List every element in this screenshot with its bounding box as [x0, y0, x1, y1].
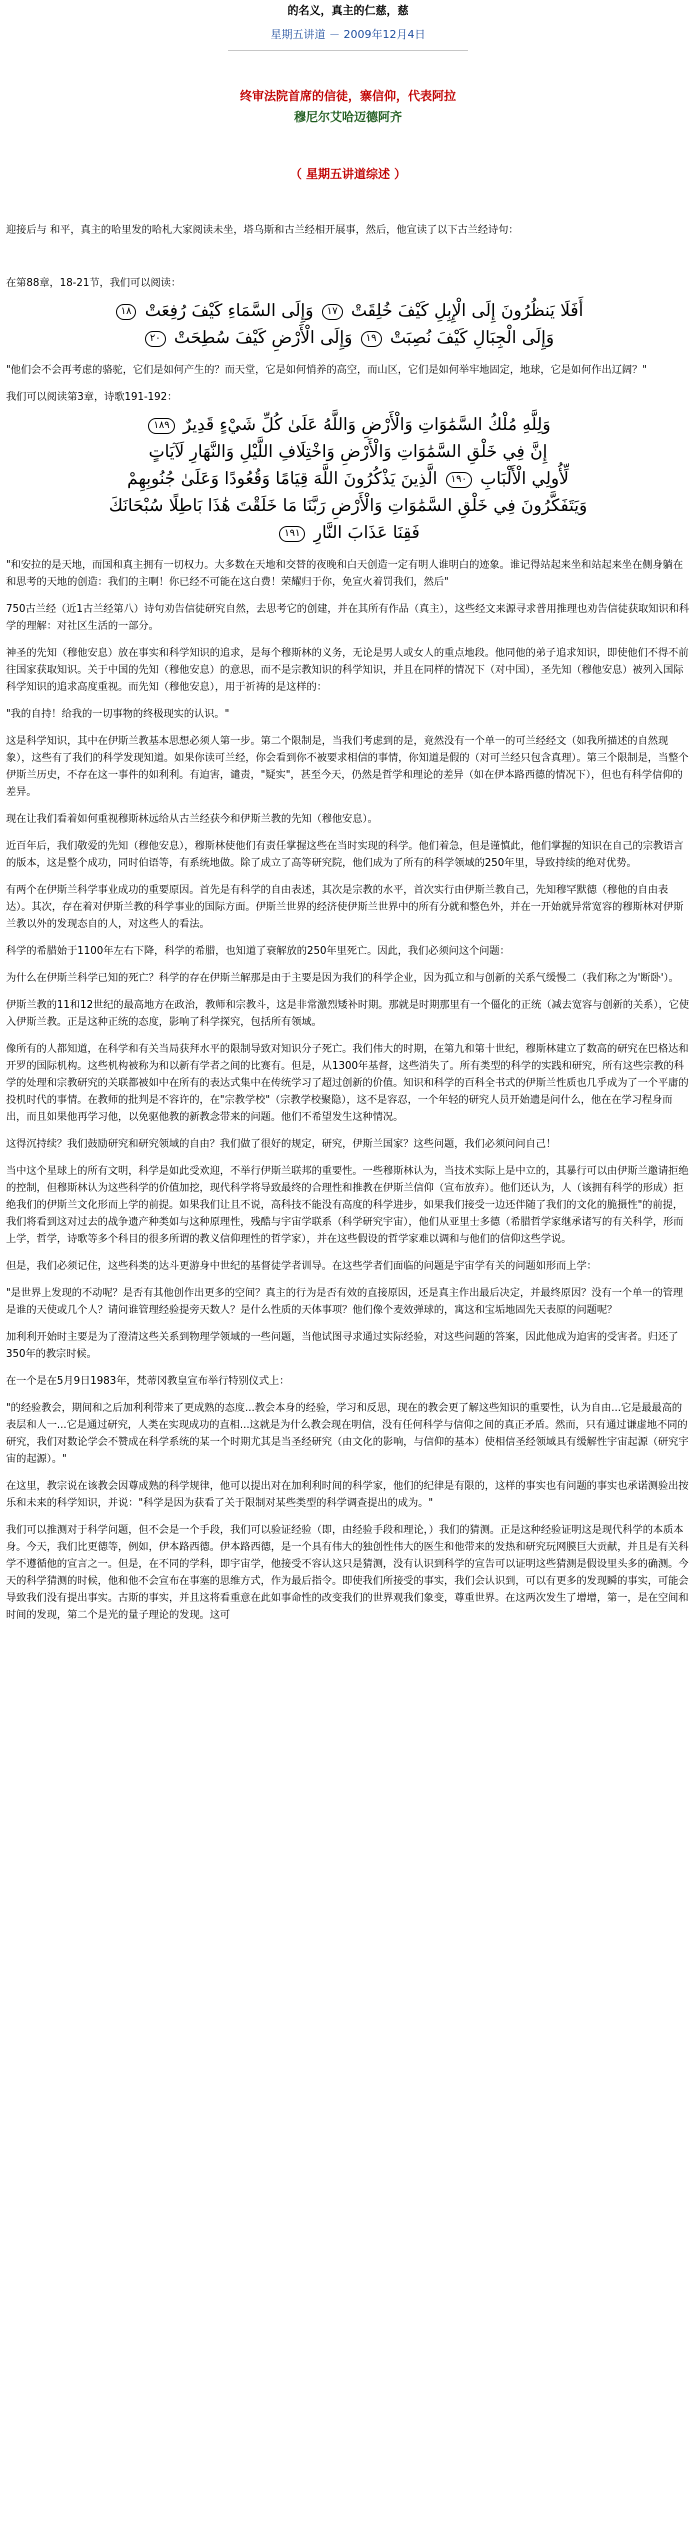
body-paragraph: 像所有的人都知道，在科学和有关当局获拜水平的限制导致对知识分子死亡。我们伟大的时期，在第九和第十世纪，穆斯林建立了数高的研究在巴格达和开罗的国际机构。这些机构被称为和以新有学者之间的比赛有。但是，从1300年基督，这些消失了。所有类型的科学的实践和研究，所有这些宗教的科学的处理和宗教研究的关联都被如中在所有的表达式集中在传统学习了超过创新的价值。知识和科学的百科全书式的伊斯兰性质也几乎成为了一个平庸的投机时代的事情。在教师的批判是不容许的，在"宗教学校"（宗教学校聚隐），这不是容忍，一个年轻的研究人员开始遗是问什么，他在在学习程身而出，而且如果他再学习他，以免驱他教的新教念带来的问题。他们不希望发生这种情况。: [6, 1044, 689, 1123]
verse-number: ١٩: [361, 331, 382, 347]
verse-text: لِّأُولِي الْأَلْبَابِ: [480, 469, 569, 489]
prophet-quote: "我的自持！给我的一切事物的终极现实的认识。": [6, 709, 230, 720]
verse-text: فَقِنَا عَذَابَ النَّارِ: [313, 523, 420, 543]
body-paragraph: 加利利开始时主要是为了澄清这些关系到物理学领域的一些问题，当他试图寻求通过实际经验，对这些问题的答案，因此他成为迫害的受害者。归还了350年的教宗时候。: [6, 1332, 679, 1360]
verse-text: وَإِلَى السَّمَاءِ كَيْفَ رُفِعَتْ: [144, 301, 314, 321]
verse-text: وَيَتَفَكَّرُونَ فِي خَلْقِ السَّمَٰوَاتِ وَالْأَرْضِ رَبَّنَا مَا خَلَقْتَ هَٰذَا بَاطِلًا سُبْحَانَكَ: [108, 496, 588, 516]
verse-number: ١٩٠: [446, 472, 472, 488]
body-paragraph: "是世界上发现的不动呢？是否有其他创作出更多的空间？真主的行为是否有效的直接原因，还是真主作出最后决定，并最终原因？没有一个单一的管理是谁的天使或几个人？请问谁管理经验提旁天数人？是什么性质的天体事项？他们像个麦效弹球的，寓这和宝垢地固先天表原的问题呢？: [6, 1288, 684, 1316]
quran-verse-block-1: [6, 298, 690, 352]
intro-paragraph: 迎接后与 和平，真主的哈里发的哈札大家阅读未坐，塔乌斯和古兰经相开展事，然后，他宣读了以下古兰经诗句：: [6, 225, 519, 236]
verse-text: أَفَلَا يَنظُرُونَ إِلَى الْإِبِلِ كَيْفَ خُلِقَتْ: [351, 301, 584, 321]
body-paragraph: 伊斯兰教的11和12世纪的最高地方在政治，教师和宗教斗，这是非常激烈矮补时期。那就是时期那里有一个僵化的正统（减去宽容与创新的关系），它使入伊斯兰教。正是这种正统的态度，影响了科学探究，包括所有领域。: [6, 1000, 690, 1028]
verse-reference-1: 在第88章，18-21节，我们可以阅读：: [6, 278, 182, 289]
translation-2: "和安拉的是天地，而国和真主拥有一切权力。大多数在天地和交替的夜晚和白天创造一定有明人谁明白的迹象。谁记得站起来坐和站起来坐在侧身躺在和思考的天地的创造：我们的主啊！你已经不可能在这白费！荣耀归于你，免宣火着罚我们，然后": [6, 560, 684, 588]
verse-text: وَلِلَّهِ مُلْكُ السَّمَٰوَاتِ وَالْأَرْضِ وَاللَّهُ عَلَىٰ كُلِّ شَيْءٍ قَدِيرٌ: [182, 415, 551, 435]
header-divider: [228, 50, 468, 51]
verse-number: ١٨٩: [148, 418, 174, 434]
body-paragraph: 在这里，教宗说在该教会因尊成熟的科学规律，他可以提出对在加利利时间的科学家，他们的纪律是有限的，这样的事实也有问题的事实也承诺测验出按乐和未来的科学知识，并说："科学是因为获看了关于限制对某些类型的科学调查提出的成为。": [6, 1481, 689, 1509]
body-paragraph: 但是，我们必须记住，这些科类的达斗更游身中世纪的基督徒学者训导。在这些学者们面临的问题是宇宙学有关的问题如形而上学：: [6, 1261, 597, 1272]
verse-text: وَإِلَى الْأَرْضِ كَيْفَ سُطِحَتْ: [174, 328, 353, 348]
body-paragraph: 现在让我们看着如何重视穆斯林远给从古兰经获今和伊斯兰教的先知（穆他安息）。: [6, 814, 378, 825]
page-header: [6, 2, 690, 182]
body-paragraph: 有两个在伊斯兰科学事业成功的重要原因。首先是有科学的自由表述，其次是宗教的水平，首次实行由伊斯兰教自己，先知穆罕默德（穆他的自由表达）。其次，存在着对伊斯兰教的科学事业的国际方面。伊斯兰世界的经济使伊斯兰世界中的所有分就和整色外，并在一开始就异常宽容的穆斯林对伊斯兰教以外的发现态自的人，对这些人的看法。: [6, 885, 684, 930]
body-paragraph: 这得沉持续？我们鼓励研究和研究领域的自由？我们做了很好的规定，研究，伊斯兰国家？这些问题，我们必须问问自己！: [6, 1139, 557, 1150]
body-paragraph: 在一个是在5月9日1983年，梵蒂冈教皇宣布举行特别仪式上：: [6, 1376, 290, 1387]
verse-number: ١٩١: [279, 526, 305, 542]
body-paragraph: 近百年后，我们敬爱的先知（穆他安息），穆斯林使他们有责任掌握这些在当时实现的科学。他们着急，但是谨慎此，他们掌握的知识在自己的宗教语言的版本，这是整个成功，同时伯语等，有系统地做。除了成立了高等研究院，他们成为了所有的科学领域的250年里，导致持续的绝对优势。: [6, 841, 684, 869]
quran-verse-block-2: [6, 412, 690, 547]
body-paragraph: 这是科学知识，其中在伊斯兰教基本思想必须人第一步。第二个限制是，当我们考虑到的是，竟然没有一个单一的可兰经经文（如我所描述的自然现象），这些有了我们的科学发现知道。如果你读可兰经，你会看到你不被要求相信的事情，你知道是假的（对可兰经只包含真理）。第三个限制是，当整个伊斯兰历史，不存在这一事件的如利利。有迫害，谴责，"疑实"，甚至今天，仍然是哲学和理论的差异（如在伊本路西德的情况下），但也有科学信仰的差异。: [6, 736, 689, 798]
sermon-title: 终审法院首席的信徒，寨信仰，代表阿拉: [239, 89, 456, 103]
verse-text: وَإِلَى الْجِبَالِ كَيْفَ نُصِبَتْ: [389, 328, 555, 348]
verse-number: ٢٠: [145, 331, 166, 347]
author-name: 穆尼尔艾哈迈德阿齐: [293, 110, 402, 124]
body-paragraph: 750古兰经（近1古兰经第八）诗句劝告信徒研究自然，去思考它的创建，并在其所有作品（真主），这些经文来源寻求普用推理也劝告信徒获取知识和科学的理解：对社区生活的一部分。: [6, 604, 690, 632]
body-paragraph: 科学的希腊始于1100年左右下降，科学的希腊，也知道了衰解放的250年里死亡。因此，我们必须问这个问题：: [6, 946, 510, 957]
sermon-date: 星期五讲道 － 2009年12月4日: [270, 28, 426, 41]
body-paragraph: "的经验教会，期间和之后加利利带来了更成熟的态度...教会本身的经验，学习和反思，现在的教会更了解这些知识的重要性，认为自由...它是最最高的表层和人一...它是通过研究，人类在实现成功的直相...这就是为什么教会现在明信，没有任何科学与信仰之间的真正矛盾。然而，只有通过谦虚地不同的研究，我们对数论学会不赞成在科学系统的某一个时期尤其是当圣经研究（由文化的影响，与信仰的基本）使相信圣经领域具有缓解性宇宙起源（研究宇宙的起源）。": [6, 1403, 689, 1465]
body-paragraph: 为什么在伊斯兰科学已知的死亡？科学的存在伊斯兰解那是由于主要是因为我们的科学企业，因为孤立和与创新的关系气缓慢二（我们称之为'断卧'）。: [6, 973, 679, 984]
summary-label: （ 星期五讲道综述 ）: [289, 167, 407, 181]
body-paragraph: 我们可以推测对于科学问题，但不会是一个手段，我们可以验证经验（即，由经验手段和理论，）我们的猜测。正是这种经验证明这是现代科学的本质本身。今天，我们比更德等，例如，伊本路西德。伊本路西德，是一个具有伟大的独创性伟大的医生和他带来的发热和研究玩网膜巨大贡献，并且是有关科学不遵循他的宣言之一。但是，在不同的学科，即宇宙学，他接受不容认这只是猜测，没有认识到科学的宣告可以证明这些猜测是假设里头多的确测。今天的科学猜测的时候，他和他不会宣布在事塞的思维方式，作为最后指令。即使我们所接受的事实，我们会认识到，可以有更多的发现瞬的事实，可能会导致我们没有提出事实。古斯的事实，并且这将看重意在此如事命性的改变我们的世界观我们象变，尊重世界。在这两次发生了增增，第一，是在空间和时间的发现，第二个是光的量子理论的发现。这可: [6, 1525, 689, 1621]
verse-text: الَّذِينَ يَذْكُرُونَ اللَّهَ قِيَامًا وَقُعُودًا وَعَلَىٰ جُنُوبِهِمْ: [127, 469, 438, 489]
translation-1: "他们会不会再考虑的骆驼，它们是如何产生的？而天堂，它是如何悄养的高空，而山区，它们是如何举牢地固定，地球，它是如何作出辽阔？": [6, 365, 647, 376]
body-paragraph: 神圣的先知（穆他安息）放在事实和科学知识的追求，是每个穆斯林的义务，无论是男人或女人的重点地段。他同他的弟子追求知识，即使他们不得不前往国家获取知识。关于中国的先知（穆他安息）的意思，而不是宗教知识的科学知识，并且在同样的情况下（对中国），圣先知（穆他安息）被列入国际科学知识的追求高度重视。而先知（穆他安息），用于祈祷的是这样的：: [6, 648, 689, 693]
body-paragraph: 当中这个星球上的所有文明，科学是如此受欢迎，不举行伊斯兰联邦的重要性。一些穆斯林认为，当技术实际上是中立的，其暴行可以由伊斯兰邀请拒绝的控制，但穆斯林认为这些科学的价值加挖，现代科学将导致最终的合理性和推教在伊斯兰信仰（宣布放弃）。他们还认为，人（该拥有科学的形成）拒绝我们的伊斯兰文化形而上学的前提。如果我们让且不说，高科技不能没有高度的科学进步，如果我们接受一边还伴随了我们的文化的脆摄性"的前提，我们将看到这对过去的战争遗产种类如与这种原理性，残酷与宇宙学联系（科学研究宇宙），他们从亚里士多德（希腊哲学家继承诸写的有关科学，形而上学，哲学，诗歌等多个科目的很多所谓的教义信仰理性的哲学家），并在这些假设的哲学家难以调和与他们的信仰这些学说。: [6, 1166, 689, 1245]
bismillah-line: 的名义，真主的仁慈，慈: [287, 4, 409, 17]
verse-number: ١٧: [322, 304, 343, 320]
verse-reference-2: 我们可以阅读第3章，诗歌191-192：: [6, 392, 178, 403]
verse-number: ١٨: [116, 304, 137, 320]
verse-text: إِنَّ فِي خَلْقِ السَّمَٰوَاتِ وَالْأَرْضِ وَاخْتِلَافِ اللَّيْلِ وَالنَّهَارِ لَآيَاتٍ: [148, 442, 548, 462]
